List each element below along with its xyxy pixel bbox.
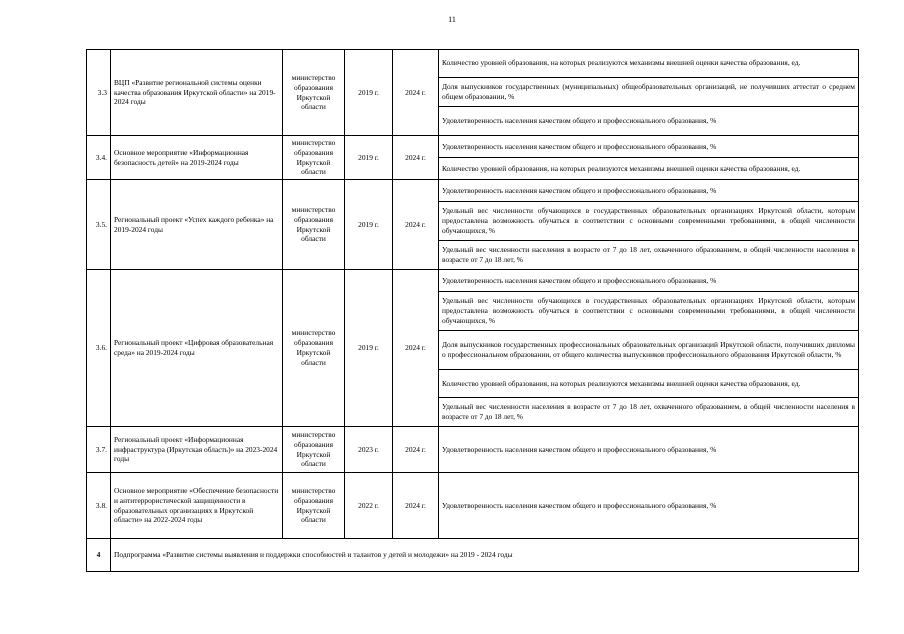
executor: министерство образования Иркутской области xyxy=(283,180,345,270)
table-row xyxy=(87,180,859,202)
row-number: 3.3 xyxy=(87,50,111,136)
end-year: 2024 г. xyxy=(393,50,439,136)
indicator: Удовлетворенность населения качеством общего и профессионального образования, % xyxy=(439,270,859,292)
start-year: 2019 г. xyxy=(345,136,393,180)
start-year: 2019 г. xyxy=(345,180,393,270)
subprogram-row xyxy=(87,539,859,572)
start-year: 2023 г. xyxy=(345,427,393,473)
end-year: 2024 г. xyxy=(393,270,439,427)
row-number: 3.5. xyxy=(87,180,111,270)
end-year: 2024 г. xyxy=(393,180,439,270)
indicator: Удовлетворенность населения качеством общего и профессионального образования, % xyxy=(439,427,859,473)
event-name: Региональный проект «Успех каждого ребенка» на 2019-2024 годы xyxy=(111,180,283,270)
row-number: 3.6. xyxy=(87,270,111,427)
subprogram-number: 4 xyxy=(87,539,111,572)
event-name: Основное мероприятие «Обеспечение безопасности и антитеррористической защищенности в образовательных организациях в Иркутской области» на 2022-2024 годы xyxy=(111,473,283,539)
indicator: Удовлетворенность населения качеством общего и профессионального образования, % xyxy=(439,180,859,202)
table-row xyxy=(87,270,859,292)
page-number: 11 xyxy=(448,15,456,24)
indicator: Удельный вес численности населения в возрасте от 7 до 18 лет, охваченного образованием, в общей численности населения в возрасте от 7 до 18 лет, % xyxy=(439,241,859,270)
executor: министерство образования Иркутской области xyxy=(283,270,345,427)
executor: министерство образования Иркутской области xyxy=(283,136,345,180)
event-name: ВЦП «Развитие региональной системы оценки качества образования Иркутской области» на 2019-2024 годы xyxy=(111,50,283,136)
start-year: 2019 г. xyxy=(345,270,393,427)
row-number: 3.4. xyxy=(87,136,111,180)
indicator: Количество уровней образования, на которых реализуются механизмы внешней оценки качества образования, ед. xyxy=(439,370,859,398)
indicator: Количество уровней образования, на которых реализуются механизмы внешней оценки качества образования, ед. xyxy=(439,158,859,180)
start-year: 2019 г. xyxy=(345,50,393,136)
program-table xyxy=(86,49,859,572)
table-row xyxy=(87,136,859,158)
table-row xyxy=(87,50,859,78)
indicator: Количество уровней образования, на которых реализуются механизмы внешней оценки качества образования, ед. xyxy=(439,50,859,78)
table-row xyxy=(87,427,859,473)
indicator: Удовлетворенность населения качеством общего и профессионального образования, % xyxy=(439,136,859,158)
executor: министерство образования Иркутской области xyxy=(283,473,345,539)
start-year: 2022 г. xyxy=(345,473,393,539)
indicator: Удовлетворенность населения качеством общего и профессионального образования, % xyxy=(439,473,859,539)
subprogram-title: Подпрограмма «Развитие системы выявления и поддержки способностей и талантов у детей и молодежи» на 2019 - 2024 годы xyxy=(111,539,859,572)
row-number: 3.7. xyxy=(87,427,111,473)
indicator: Удовлетворенность населения качеством общего и профессионального образования, % xyxy=(439,107,859,136)
indicator: Удельный вес численности обучающихся в государственных образовательных организациях Иркутской области, которым предоставлена возможность обучаться в соответствии с основными современными требованиями, в общей численности обучающихся, % xyxy=(439,292,859,331)
event-name: Основное мероприятие «Информационная безопасность детей» на 2019-2024 годы xyxy=(111,136,283,180)
executor: министерство образования Иркутской области xyxy=(283,50,345,136)
end-year: 2024 г. xyxy=(393,473,439,539)
indicator: Доля выпускников государственных (муниципальных) общеобразовательных организаций, не получивших аттестат о среднем общем образовании, % xyxy=(439,77,859,107)
event-name: Региональный проект «Цифровая образовательная среда» на 2019-2024 годы xyxy=(111,270,283,427)
indicator: Удельный вес численности обучающихся в государственных образовательных организациях Иркутской области, которым предоставлена возможность обучаться в соответствии с основными современными требованиями, в общей численности обучающихся, % xyxy=(439,202,859,241)
row-number: 3.8. xyxy=(87,473,111,539)
end-year: 2024 г. xyxy=(393,427,439,473)
indicator: Доля выпускников государственных профессиональных образовательных организаций Иркутской области, получивших дипломы о профессиональном образовании, от общего количества выпускников профессионального образования Иркутской области, % xyxy=(439,331,859,370)
executor: министерство образования Иркутской области xyxy=(283,427,345,473)
table-row xyxy=(87,473,859,539)
event-name: Региональный проект «Информационная инфраструктура (Иркутская область)» на 2023-2024 годы xyxy=(111,427,283,473)
end-year: 2024 г. xyxy=(393,136,439,180)
indicator: Удельный вес численности населения в возрасте от 7 до 18 лет, охваченного образованием, в общей численности населения в возрасте от 7 до 18 лет, % xyxy=(439,398,859,427)
